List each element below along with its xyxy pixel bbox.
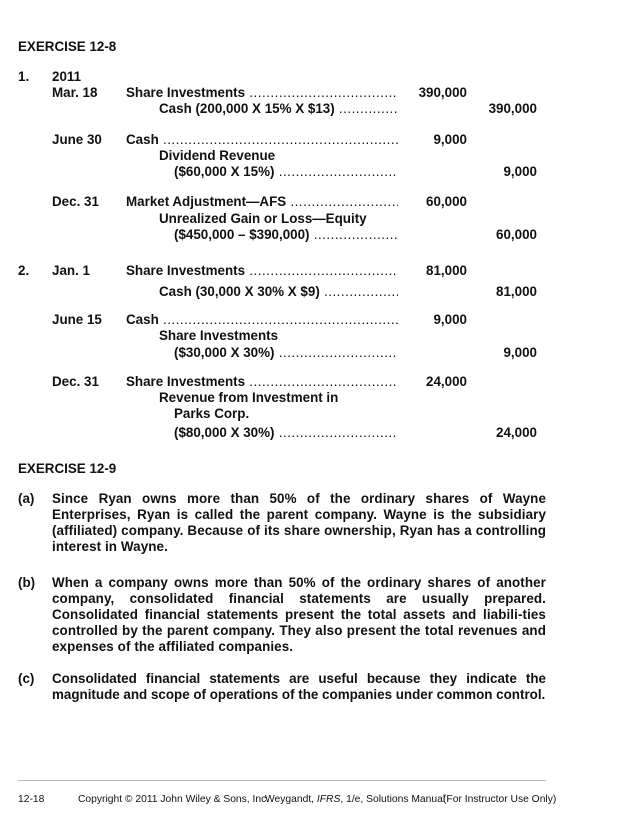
part-1-number: 1.	[18, 69, 30, 84]
credit-calculation: ($450,000 – $390,000) .....	[174, 227, 398, 243]
debit-amount: 81,000	[426, 263, 467, 278]
credit-calculation: ($60,000 X 15%) .....	[174, 164, 398, 180]
part-2-number: 2.	[18, 263, 30, 278]
item-label: (a)	[18, 491, 35, 506]
credit-amount: 9,000	[503, 345, 537, 360]
entry-date: June 30	[52, 132, 102, 147]
footer-divider	[18, 780, 546, 781]
debit-account: Market Adjustment—AFS .....	[126, 194, 398, 210]
item-label: (b)	[18, 575, 36, 590]
credit-amount: 9,000	[503, 164, 537, 179]
debit-account: Share Investments .....	[126, 263, 398, 279]
credit-amount: 81,000	[496, 284, 537, 299]
entry-date: Jan. 1	[52, 263, 90, 278]
credit-calculation: ($30,000 X 30%) .....	[174, 345, 398, 361]
credit-account: Share Investments	[159, 328, 279, 343]
debit-amount: 24,000	[426, 374, 467, 389]
debit-account: Share Investments .....	[126, 85, 398, 101]
debit-amount: 9,000	[433, 312, 467, 327]
year-label: 2011	[52, 69, 82, 84]
credit-calculation: ($80,000 X 30%) .....	[174, 425, 398, 441]
debit-amount: 390,000	[418, 85, 467, 100]
entry-date: Mar. 18	[52, 85, 98, 100]
exercise-12-8-title: EXERCISE 12-8	[18, 39, 117, 54]
footer-book-post: , 1/e, Solutions Manual	[340, 794, 446, 805]
credit-account: Unrealized Gain or Loss—Equity	[159, 211, 367, 226]
footer-copyright: Copyright © 2011 John Wiley & Sons, Inc.	[78, 794, 270, 805]
item-text: When a company owns more than 50% of the ordinary shares of another company, consolidated financial statements are usually prepared. Consolidated financial statements present the total assets and liabili-ties controlled by the parent company. They also present the total revenues and expenses of the affiliated companies.	[52, 575, 546, 654]
entry-date: Dec. 31	[52, 194, 99, 209]
debit-account: Cash .....	[126, 312, 398, 328]
footer-page-number: 12-18	[18, 794, 45, 805]
debit-account: Share Investments .....	[126, 374, 398, 390]
exercise-12-9-title: EXERCISE 12-9	[18, 461, 117, 476]
debit-account: Cash .....	[126, 132, 398, 148]
credit-amount: 24,000	[496, 425, 537, 440]
item-label: (c)	[18, 671, 35, 686]
credit-account: Cash (200,000 X 15% X $13) .....	[159, 101, 398, 117]
footer-book-pre: Weygandt,	[265, 794, 317, 805]
credit-account: Revenue from Investment in	[159, 390, 339, 405]
credit-account: Dividend Revenue	[159, 148, 276, 163]
credit-amount: 60,000	[496, 227, 537, 242]
footer-book-title	[265, 794, 445, 805]
item-text: Since Ryan owns more than 50% of the ordinary shares of Wayne Enterprises, Ryan is called the parent company. Wayne is the subsidiary (affiliated) company. Because of its share ownership, Ryan has a controlling interest in Wayne.	[52, 491, 546, 554]
footer-instructor-note: (For Instructor Use Only)	[443, 794, 557, 805]
credit-account-continued: Parks Corp.	[174, 406, 250, 421]
footer-book-italic: IFRS	[316, 794, 341, 805]
credit-account: Cash (30,000 X 30% X $9) .....	[159, 284, 398, 300]
item-text: Consolidated financial statements are useful because they indicate the magnitude and scope of operations of the companies under common control.	[52, 671, 546, 702]
credit-amount: 390,000	[488, 101, 537, 116]
debit-amount: 60,000	[426, 194, 467, 209]
entry-date: June 15	[52, 312, 102, 327]
entry-date: Dec. 31	[52, 374, 99, 389]
debit-amount: 9,000	[433, 132, 467, 147]
